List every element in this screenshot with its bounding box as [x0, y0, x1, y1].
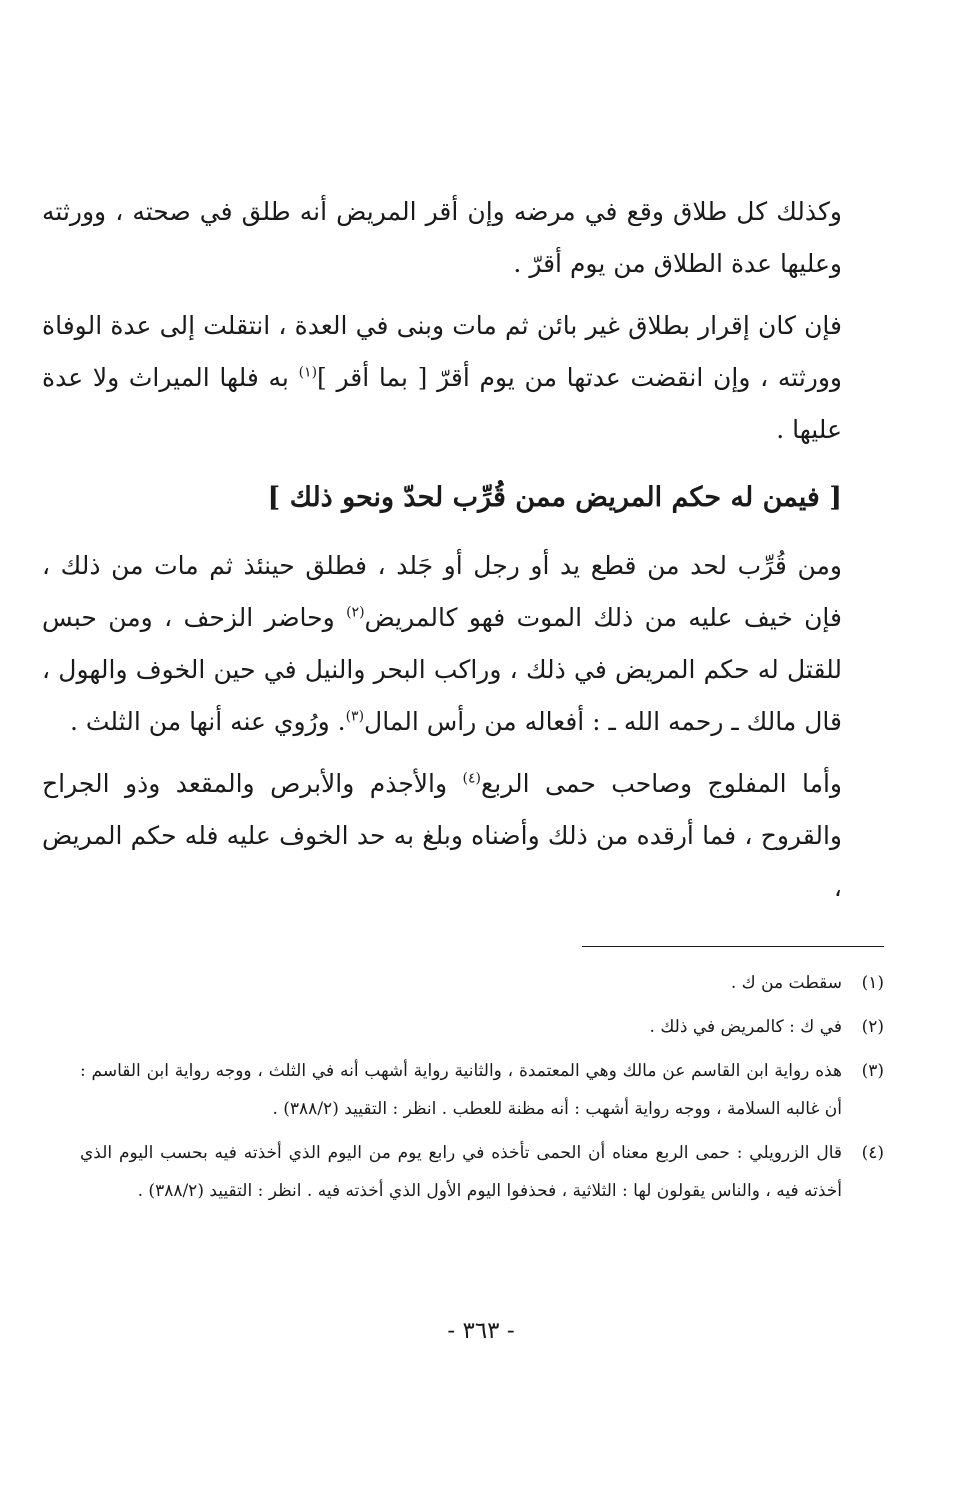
- page-number: - ٣٦٣ -: [447, 1318, 515, 1344]
- footnote-number: (٢): [861, 1017, 884, 1037]
- footnote-2: [80, 1008, 884, 1046]
- paragraph-3: [42, 540, 842, 748]
- footnote-ref-2: (٢): [346, 604, 365, 621]
- footnote-ref-1: (١): [298, 364, 318, 381]
- paragraph-3-text-b: وحاضر الزحف ، ومن حبس للقتل له حكم المريض في ذلك ، وراكب البحر والنيل في حين الخوف والهول ، قال مالك ـ رحمه الله ـ : أفعاله من رأس المال: [42, 603, 842, 736]
- footnote-divider: [582, 946, 884, 947]
- paragraph-2: [42, 300, 842, 456]
- main-text: [42, 186, 842, 924]
- paragraph-2-text-b: به فلها الميراث ولا عدة عليها .: [42, 363, 842, 444]
- section-heading: [ فيمن له حكم المريض ممن قُرِّب لحدّ ونحو ذلك ]: [267, 482, 842, 513]
- footnotes: [80, 964, 884, 1216]
- paragraph-4: [42, 758, 842, 914]
- footnote-1: [80, 964, 884, 1002]
- footnote-text: في ك : كالمريض في ذلك .: [649, 1017, 842, 1037]
- footnote-text: سقطت من ك .: [730, 973, 842, 993]
- paragraph-2-text-a: فإن كان إقرار بطلاق غير بائن ثم مات وبنى في العدة ، انتقلت إلى عدة الوفاة وورثته ، وإن انقضت عدتها من يوم أقرّ [ بما أقر ]: [42, 311, 842, 392]
- footnote-number: (٤): [861, 1143, 884, 1163]
- paragraph-3-text-a: ومن قُرِّب لحد من قطع يد أو رجل أو جَلد ، فطلق حينئذ ثم مات من ذلك ، فإن خيف عليه من ذلك الموت فهو كالمريض: [42, 551, 843, 632]
- paragraph-4-text-a: وأما المفلوج وصاحب حمى الربع: [480, 769, 843, 798]
- footnote-number: (١): [861, 973, 884, 993]
- footnote-number: (٣): [861, 1061, 884, 1081]
- paragraph-1: [42, 186, 842, 290]
- paragraph-4-text-b: والأجذم والأبرص والمقعد وذو الجراح والقروح ، فما أرقده من ذلك وأضناه وبلغ به حد الخوف عليه فله حكم المريض ،: [42, 769, 842, 902]
- footnote-text: قال الزرويلي : حمى الربع معناه أن الحمى تأخذه في رابع يوم من اليوم الذي أخذته فيه بحسب اليوم الذي أخذته فيه ، والناس يقولون لها : الثلاثية ، فحذفوا اليوم الأول الذي أخذته فيه . انظر : التقييد (٣٨٨/٢) .: [80, 1143, 842, 1201]
- footnote-3: [80, 1052, 884, 1128]
- paragraph-3-text-c: . ورُوي عنه أنها من الثلث .: [69, 707, 346, 736]
- footnote-ref-3: (٣): [345, 708, 365, 725]
- footnote-4: [80, 1134, 884, 1210]
- footnote-text: هذه رواية ابن القاسم عن مالك وهي المعتمدة ، والثانية رواية أشهب أنه في الثلث ، ووجه رواية ابن القاسم : أن غالبه السلامة ، ووجه رواية أشهب : أنه مظنة للعطب . انظر : التقييد (٣٨٨/٢) .: [80, 1061, 842, 1119]
- footnote-ref-4: (٤): [462, 770, 481, 787]
- paragraph-1-text: وكذلك كل طلاق وقع في مرضه وإن أقر المريض أنه طلق في صحته ، وورثته وعليها عدة الطلاق من يوم أقرّ .: [42, 197, 842, 278]
